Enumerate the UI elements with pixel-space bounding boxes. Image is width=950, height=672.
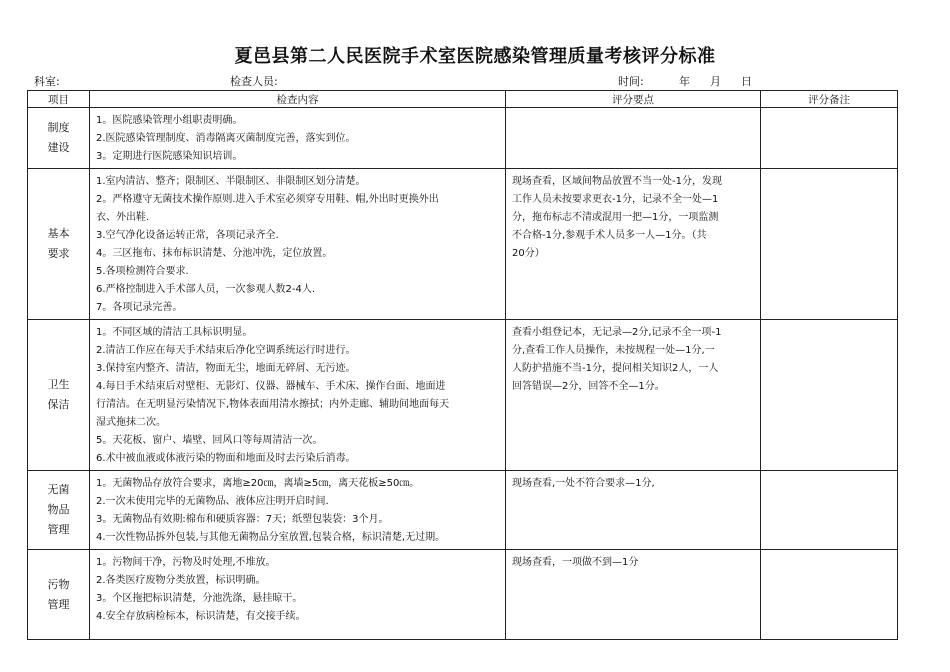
header-score-points: 评分要点 [506, 91, 761, 108]
content-line: 6.严格控制进入手术部人员，一次参观人数2-4人. [96, 284, 316, 295]
content-line: 3。无菌物品有效期:棉布和硬质容器：7天；纸塑包装袋：3个月。 [96, 514, 389, 525]
content-line: 3。个区拖把标识清楚，分池洗涤，悬挂晾干。 [96, 593, 303, 604]
page-title: 夏邑县第二人民医院手术室医院感染管理质量考核评分标准 [234, 46, 716, 67]
row-score-points [506, 108, 761, 169]
content-line: 5.各项检测符合要求. [96, 266, 189, 277]
score-line: 现场查看，一项做不到—1分 [512, 557, 639, 568]
content-line: 4.安全存放病检标本，标识清楚，有交接手续。 [96, 611, 306, 622]
content-line: 行清洁。在无明显污染情况下,物体表面用清水擦拭；内外走廊、辅助间地面每天 [96, 399, 450, 410]
score-line: 现场查看,一处不符合要求—1分, [512, 478, 655, 489]
category-line: 污物 [47, 577, 70, 591]
table-row [28, 320, 898, 471]
content-line: 1。不同区域的清洁工具标识明显。 [96, 327, 253, 338]
table-header-row [28, 91, 898, 108]
score-line: 分，拖布标志不清或混用一把—1分，一项监测 [512, 212, 719, 223]
content-line: 3。定期进行医院感染知识培训。 [96, 151, 243, 162]
header-score-notes: 评分备注 [761, 91, 898, 108]
month-label: 月 [710, 75, 721, 88]
row-score-points [506, 320, 761, 471]
row-category [28, 550, 90, 640]
score-line: 现场查看，区域间物品放置不当一处-1分，发现 [512, 176, 722, 187]
row-category [28, 320, 90, 471]
year-label: 年 [679, 75, 690, 88]
row-check-content [90, 169, 506, 320]
content-line: 2.各类医疗废物分类放置，标识明确。 [96, 575, 266, 586]
category-line: 无菌 [47, 483, 70, 496]
inspector-label: 检查人员: [230, 75, 278, 88]
content-line: 6.术中被血液或体液污染的物面和地面及时去污染后消毒。 [96, 453, 356, 464]
content-line: 3.空气净化设备运转正常，各项记录齐全. [96, 230, 279, 241]
category-line: 要求 [47, 247, 70, 260]
row-score-notes[interactable] [761, 320, 898, 471]
content-line: 1。医院感染管理小组职责明确。 [96, 115, 243, 126]
score-line: 不合格-1分,参观手术人员多一人—1分。（共 [512, 230, 707, 241]
score-line: 回答错误—2分，回答不全—1分。 [512, 381, 665, 392]
category-line: 物品 [47, 503, 70, 516]
header-content: 检查内容 [90, 91, 506, 108]
table-row [28, 550, 898, 640]
row-check-content [90, 471, 506, 550]
header-meta [34, 73, 924, 89]
row-score-points [506, 169, 761, 320]
content-line: 1。无菌物品存放符合要求，离地≥20㎝，离墙≥5㎝，离天花板≥50㎝。 [96, 478, 420, 489]
table-row [28, 169, 898, 320]
content-line: 4。三区拖布、抹布标识清楚、分池冲洗，定位放置。 [96, 248, 333, 259]
row-category [28, 169, 90, 320]
row-check-content [90, 320, 506, 471]
table-row [28, 471, 898, 550]
day-label: 日 [741, 75, 752, 88]
category-line: 建设 [47, 141, 70, 154]
row-score-points [506, 550, 761, 640]
row-category [28, 471, 90, 550]
score-line: 分,查看工作人员操作，未按规程一处—1分,一 [512, 345, 715, 356]
content-line: 5。天花板、窗户、墙壁、回风口等每周清洁一次。 [96, 435, 323, 446]
category-line: 制度 [47, 121, 70, 134]
time-label: 时间: [618, 75, 644, 88]
row-score-notes[interactable] [761, 169, 898, 320]
content-line: 衣、外出鞋. [96, 212, 150, 223]
score-line: 查看小组登记本，无记录—2分,记录不全一项-1 [512, 327, 722, 338]
category-line: 卫生 [47, 378, 70, 391]
content-line: 1.室内清洁、整齐；限制区、半限制区、非限制区划分清楚。 [96, 176, 366, 187]
category-line: 管理 [47, 597, 70, 611]
category-line: 管理 [47, 523, 70, 536]
department-label: 科室: [34, 75, 60, 88]
content-line: 7。各项记录完善。 [96, 302, 183, 313]
content-line: 4.一次性物品拆外包装,与其他无菌物品分室放置,包装合格，标识清楚,无过期。 [96, 532, 446, 543]
row-score-notes[interactable] [761, 471, 898, 550]
content-line: 2.清洁工作应在每天手术结束后净化空调系统运行时进行。 [96, 345, 356, 356]
score-line: 人防护措施不当-1分，提问相关知识2人，一人 [512, 363, 719, 374]
content-line: 湿式拖抹二次。 [96, 417, 166, 428]
content-line: 3.保持室内整齐、清洁，物面无尘，地面无碎屑、无污迹。 [96, 363, 356, 374]
row-score-points [506, 471, 761, 550]
content-line: 1。污物间干净，污物及时处理,不堆放。 [96, 557, 276, 568]
content-line: 2.一次未使用完毕的无菌物品、液体应注明开启时间. [96, 496, 329, 507]
row-score-notes[interactable] [761, 550, 898, 640]
header-item: 项目 [28, 91, 90, 108]
table-row [28, 108, 898, 169]
category-line: 保洁 [47, 398, 70, 411]
content-line: 2.医院感染管理制度、消毒隔离灭菌制度完善，落实到位。 [96, 133, 356, 144]
row-category [28, 108, 90, 169]
evaluation-table [27, 90, 898, 640]
score-line: 20分） [512, 248, 545, 259]
row-check-content [90, 550, 506, 640]
row-score-notes[interactable] [761, 108, 898, 169]
score-line: 工作人员未按要求更衣-1分，记录不全一处—1 [512, 194, 719, 205]
row-check-content [90, 108, 506, 169]
content-line: 4.每日手术结束后对壁柜、无影灯、仪器、器械车、手术床、操作台面、地面进 [96, 381, 446, 392]
category-line: 基本 [47, 227, 70, 240]
content-line: 2。严格遵守无菌技术操作原则.进入手术室必须穿专用鞋、帽,外出时更换外出 [96, 194, 439, 205]
